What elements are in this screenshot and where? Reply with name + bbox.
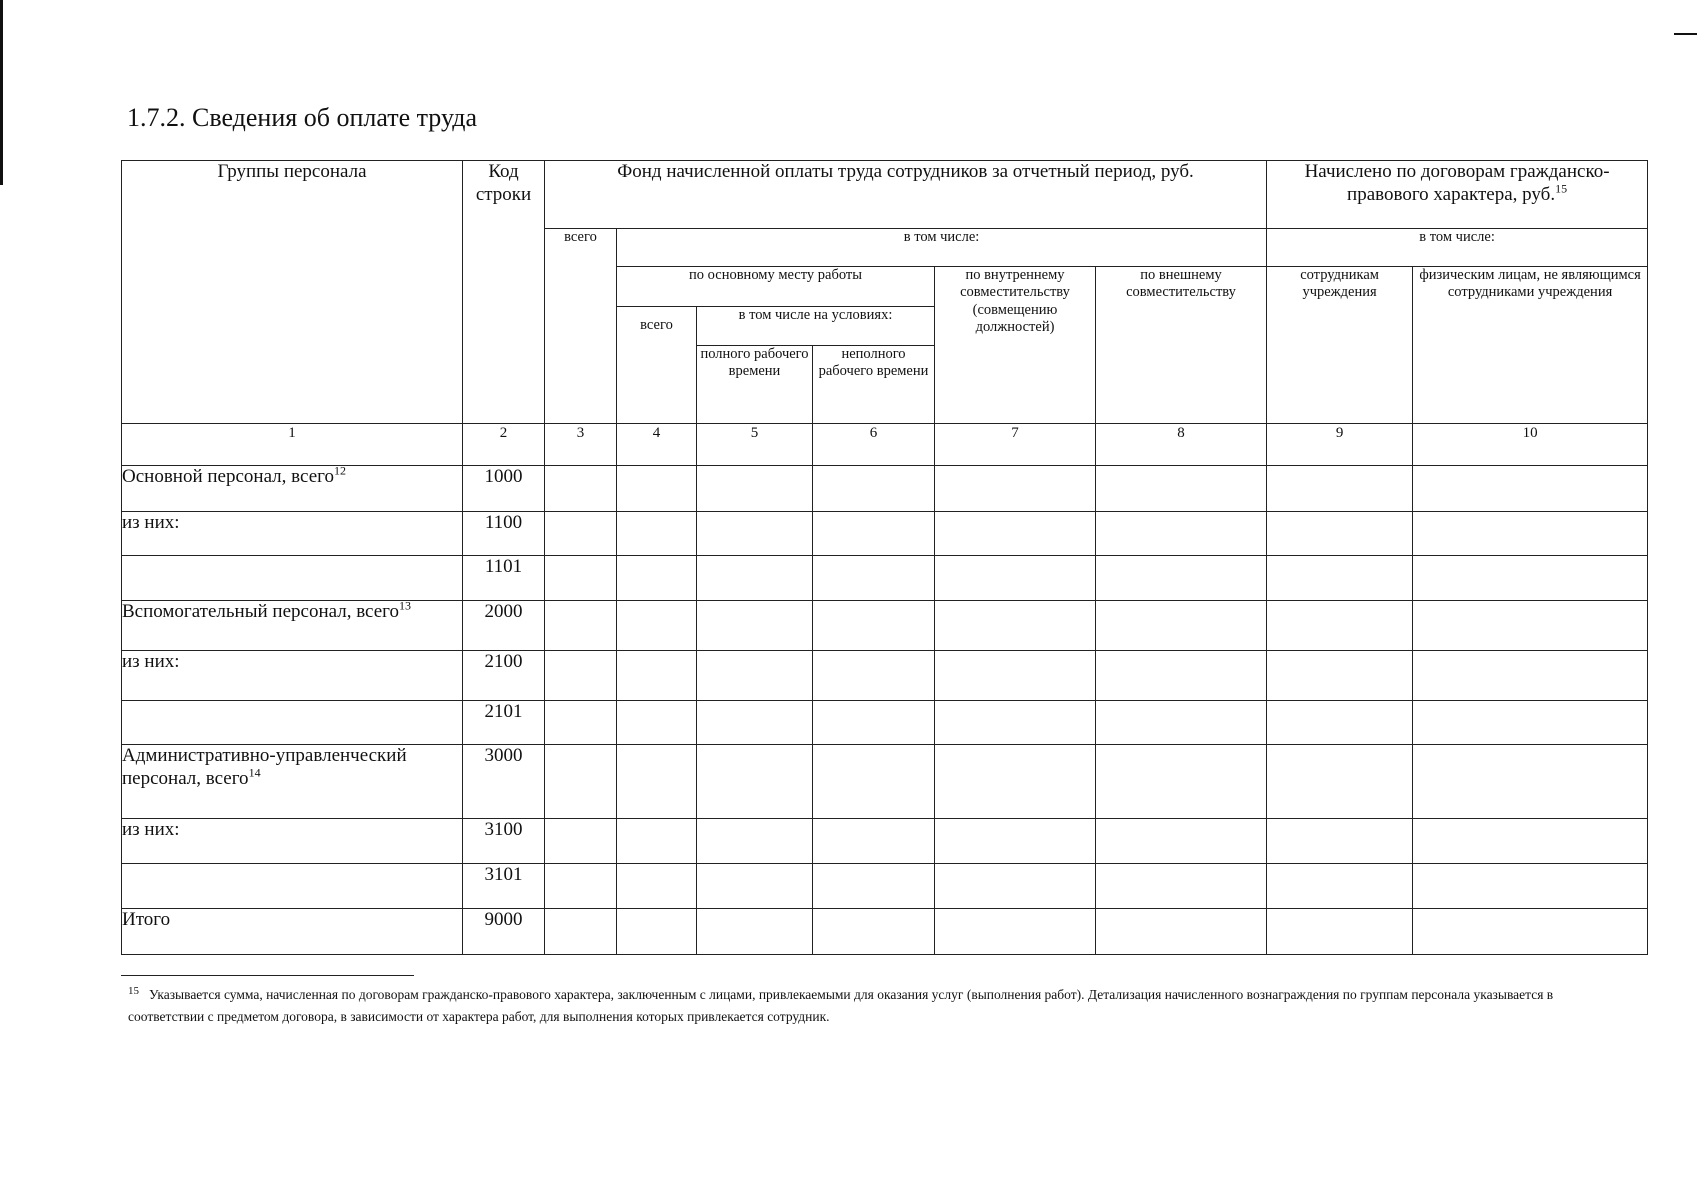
value-cell	[1267, 601, 1413, 651]
table-row	[122, 556, 1648, 601]
value-cell	[545, 745, 617, 819]
value-cell	[813, 819, 935, 864]
table-row	[122, 745, 1648, 819]
row-code: 2000	[463, 601, 545, 651]
value-cell	[697, 864, 813, 909]
value-cell	[545, 512, 617, 556]
value-cell	[935, 819, 1096, 864]
value-cell	[545, 466, 617, 512]
header-fund: Фонд начисленной оплаты труда сотрудников за отчетный период, руб.	[545, 161, 1267, 229]
value-cell	[617, 466, 697, 512]
header-main-place: по основному месту работы	[617, 267, 935, 307]
value-cell	[1267, 909, 1413, 955]
value-cell	[1096, 651, 1267, 701]
value-cell	[1096, 909, 1267, 955]
value-cell	[813, 864, 935, 909]
value-cell	[545, 909, 617, 955]
value-cell	[1413, 651, 1648, 701]
value-cell	[1413, 864, 1648, 909]
value-cell	[1413, 601, 1648, 651]
row-label: Основной персонал, всего	[122, 466, 334, 487]
table-row	[122, 909, 1648, 955]
value-cell	[935, 601, 1096, 651]
value-cell	[1267, 864, 1413, 909]
row-code: 1101	[463, 556, 545, 601]
row-code: 3100	[463, 819, 545, 864]
value-cell	[935, 864, 1096, 909]
value-cell	[813, 556, 935, 601]
value-cell	[697, 701, 813, 745]
value-cell	[935, 745, 1096, 819]
value-cell	[935, 909, 1096, 955]
row-label: из них:	[122, 819, 180, 840]
column-number: 10	[1413, 424, 1648, 466]
row-label-cell	[122, 909, 463, 955]
value-cell	[1096, 466, 1267, 512]
value-cell	[617, 745, 697, 819]
value-cell	[813, 701, 935, 745]
table-row	[122, 601, 1648, 651]
header-row-1	[122, 161, 1648, 229]
column-number: 3	[545, 424, 617, 466]
header-civil-staff: сотрудникам учреждения	[1267, 267, 1413, 424]
column-number: 8	[1096, 424, 1267, 466]
header-internal: по внутреннему совместительству (совмещению должностей)	[935, 267, 1096, 424]
value-cell	[935, 512, 1096, 556]
header-main-conditions: в том числе на условиях:	[697, 307, 935, 346]
value-cell	[617, 701, 697, 745]
row-label: Вспомогательный персонал, всего	[122, 601, 399, 622]
column-number: 6	[813, 424, 935, 466]
value-cell	[697, 466, 813, 512]
header-including: в том числе:	[617, 229, 1267, 267]
footnote-text: Указывается сумма, начисленная по договорам гражданско-правового характера, заключенным с лицами, привлекаемыми для оказания услуг (выполнения работ). Детализация начисленного вознаграждения по группам персонала указывается в соответствии с предметом договора, в зависимости от характера работ, для выполнения которых привлекается сотрудник.	[128, 987, 1554, 1024]
row-label: из них:	[122, 651, 180, 672]
row-label-cell	[122, 819, 463, 864]
value-cell	[1413, 819, 1648, 864]
column-number: 9	[1267, 424, 1413, 466]
value-cell	[1267, 556, 1413, 601]
row-footnote-ref: 14	[248, 765, 261, 780]
row-label-cell	[122, 745, 463, 819]
value-cell	[1413, 556, 1648, 601]
value-cell	[935, 651, 1096, 701]
header-civil-footnote-ref: 15	[1555, 181, 1568, 196]
value-cell	[1413, 745, 1648, 819]
table-row	[122, 864, 1648, 909]
value-cell	[1096, 864, 1267, 909]
value-cell	[697, 512, 813, 556]
value-cell	[697, 556, 813, 601]
table-row	[122, 819, 1648, 864]
value-cell	[1267, 819, 1413, 864]
header-total: всего	[545, 229, 617, 424]
column-number: 4	[617, 424, 697, 466]
column-number: 5	[697, 424, 813, 466]
value-cell	[1096, 512, 1267, 556]
footnote-separator	[121, 975, 414, 976]
value-cell	[1413, 909, 1648, 955]
row-footnote-ref: 13	[398, 598, 411, 613]
column-number: 2	[463, 424, 545, 466]
wage-table	[121, 160, 1648, 955]
value-cell	[697, 819, 813, 864]
value-cell	[1413, 701, 1648, 745]
value-cell	[1096, 745, 1267, 819]
row-label-cell	[122, 598, 463, 651]
value-cell	[1096, 701, 1267, 745]
header-code: Код строки	[463, 161, 545, 424]
row-footnote-ref: 12	[333, 463, 346, 478]
column-number: 7	[935, 424, 1096, 466]
row-code: 3101	[463, 864, 545, 909]
value-cell	[813, 909, 935, 955]
header-main-total: всего	[617, 307, 697, 424]
row-label-cell	[122, 556, 463, 601]
table-row	[122, 512, 1648, 556]
value-cell	[545, 651, 617, 701]
column-number: 1	[122, 424, 463, 466]
section-title: 1.7.2. Сведения об оплате труда	[127, 103, 478, 132]
header-full-time: полного рабочего времени	[697, 346, 813, 424]
value-cell	[1267, 701, 1413, 745]
row-label-cell	[122, 864, 463, 909]
row-label-cell	[122, 512, 463, 556]
row-code: 2101	[463, 701, 545, 745]
value-cell	[697, 745, 813, 819]
column-number-row	[122, 424, 1648, 466]
value-cell	[617, 556, 697, 601]
value-cell	[935, 466, 1096, 512]
table-row	[122, 466, 1648, 512]
value-cell	[1413, 466, 1648, 512]
row-label: Административно-управленческий персонал, всего	[122, 745, 407, 789]
value-cell	[813, 512, 935, 556]
value-cell	[545, 864, 617, 909]
value-cell	[617, 909, 697, 955]
header-part-time: неполного рабочего времени	[813, 346, 935, 424]
value-cell	[617, 512, 697, 556]
table-row	[122, 651, 1648, 701]
value-cell	[1096, 819, 1267, 864]
row-label: Итого	[122, 909, 171, 930]
value-cell	[617, 651, 697, 701]
scan-edge-right	[1674, 33, 1697, 35]
row-code: 2100	[463, 651, 545, 701]
value-cell	[545, 601, 617, 651]
row-code: 3000	[463, 745, 545, 819]
value-cell	[545, 556, 617, 601]
header-civil-including: в том числе:	[1267, 229, 1648, 267]
header-external: по внешнему совместительству	[1096, 267, 1267, 424]
footnote-number: 15	[128, 984, 139, 997]
row-code: 9000	[463, 909, 545, 955]
value-cell	[813, 745, 935, 819]
row-code: 1100	[463, 512, 545, 556]
value-cell	[1413, 512, 1648, 556]
value-cell	[697, 909, 813, 955]
row-label-cell	[122, 701, 463, 745]
value-cell	[1267, 512, 1413, 556]
header-civil-persons: физическим лицам, не являющимся сотрудниками учреждения	[1413, 267, 1648, 424]
value-cell	[935, 556, 1096, 601]
value-cell	[617, 819, 697, 864]
value-cell	[545, 701, 617, 745]
value-cell	[935, 701, 1096, 745]
scan-edge-left	[0, 0, 3, 185]
value-cell	[545, 819, 617, 864]
row-label-cell	[122, 651, 463, 701]
header-groups: Группы персонала	[122, 161, 463, 424]
row-code: 1000	[463, 466, 545, 512]
value-cell	[697, 601, 813, 651]
value-cell	[617, 864, 697, 909]
value-cell	[1096, 601, 1267, 651]
value-cell	[1267, 745, 1413, 819]
value-cell	[1096, 556, 1267, 601]
row-label-cell	[122, 463, 463, 512]
header-civil	[1267, 161, 1648, 229]
table-row	[122, 701, 1648, 745]
value-cell	[1267, 651, 1413, 701]
header-civil-text: Начислено по договорам гражданско-правового характера, руб.	[1304, 161, 1610, 205]
value-cell	[617, 601, 697, 651]
value-cell	[697, 651, 813, 701]
value-cell	[813, 466, 935, 512]
footnote	[128, 984, 1608, 1027]
value-cell	[1267, 466, 1413, 512]
value-cell	[813, 601, 935, 651]
row-label: из них:	[122, 512, 180, 533]
value-cell	[813, 651, 935, 701]
